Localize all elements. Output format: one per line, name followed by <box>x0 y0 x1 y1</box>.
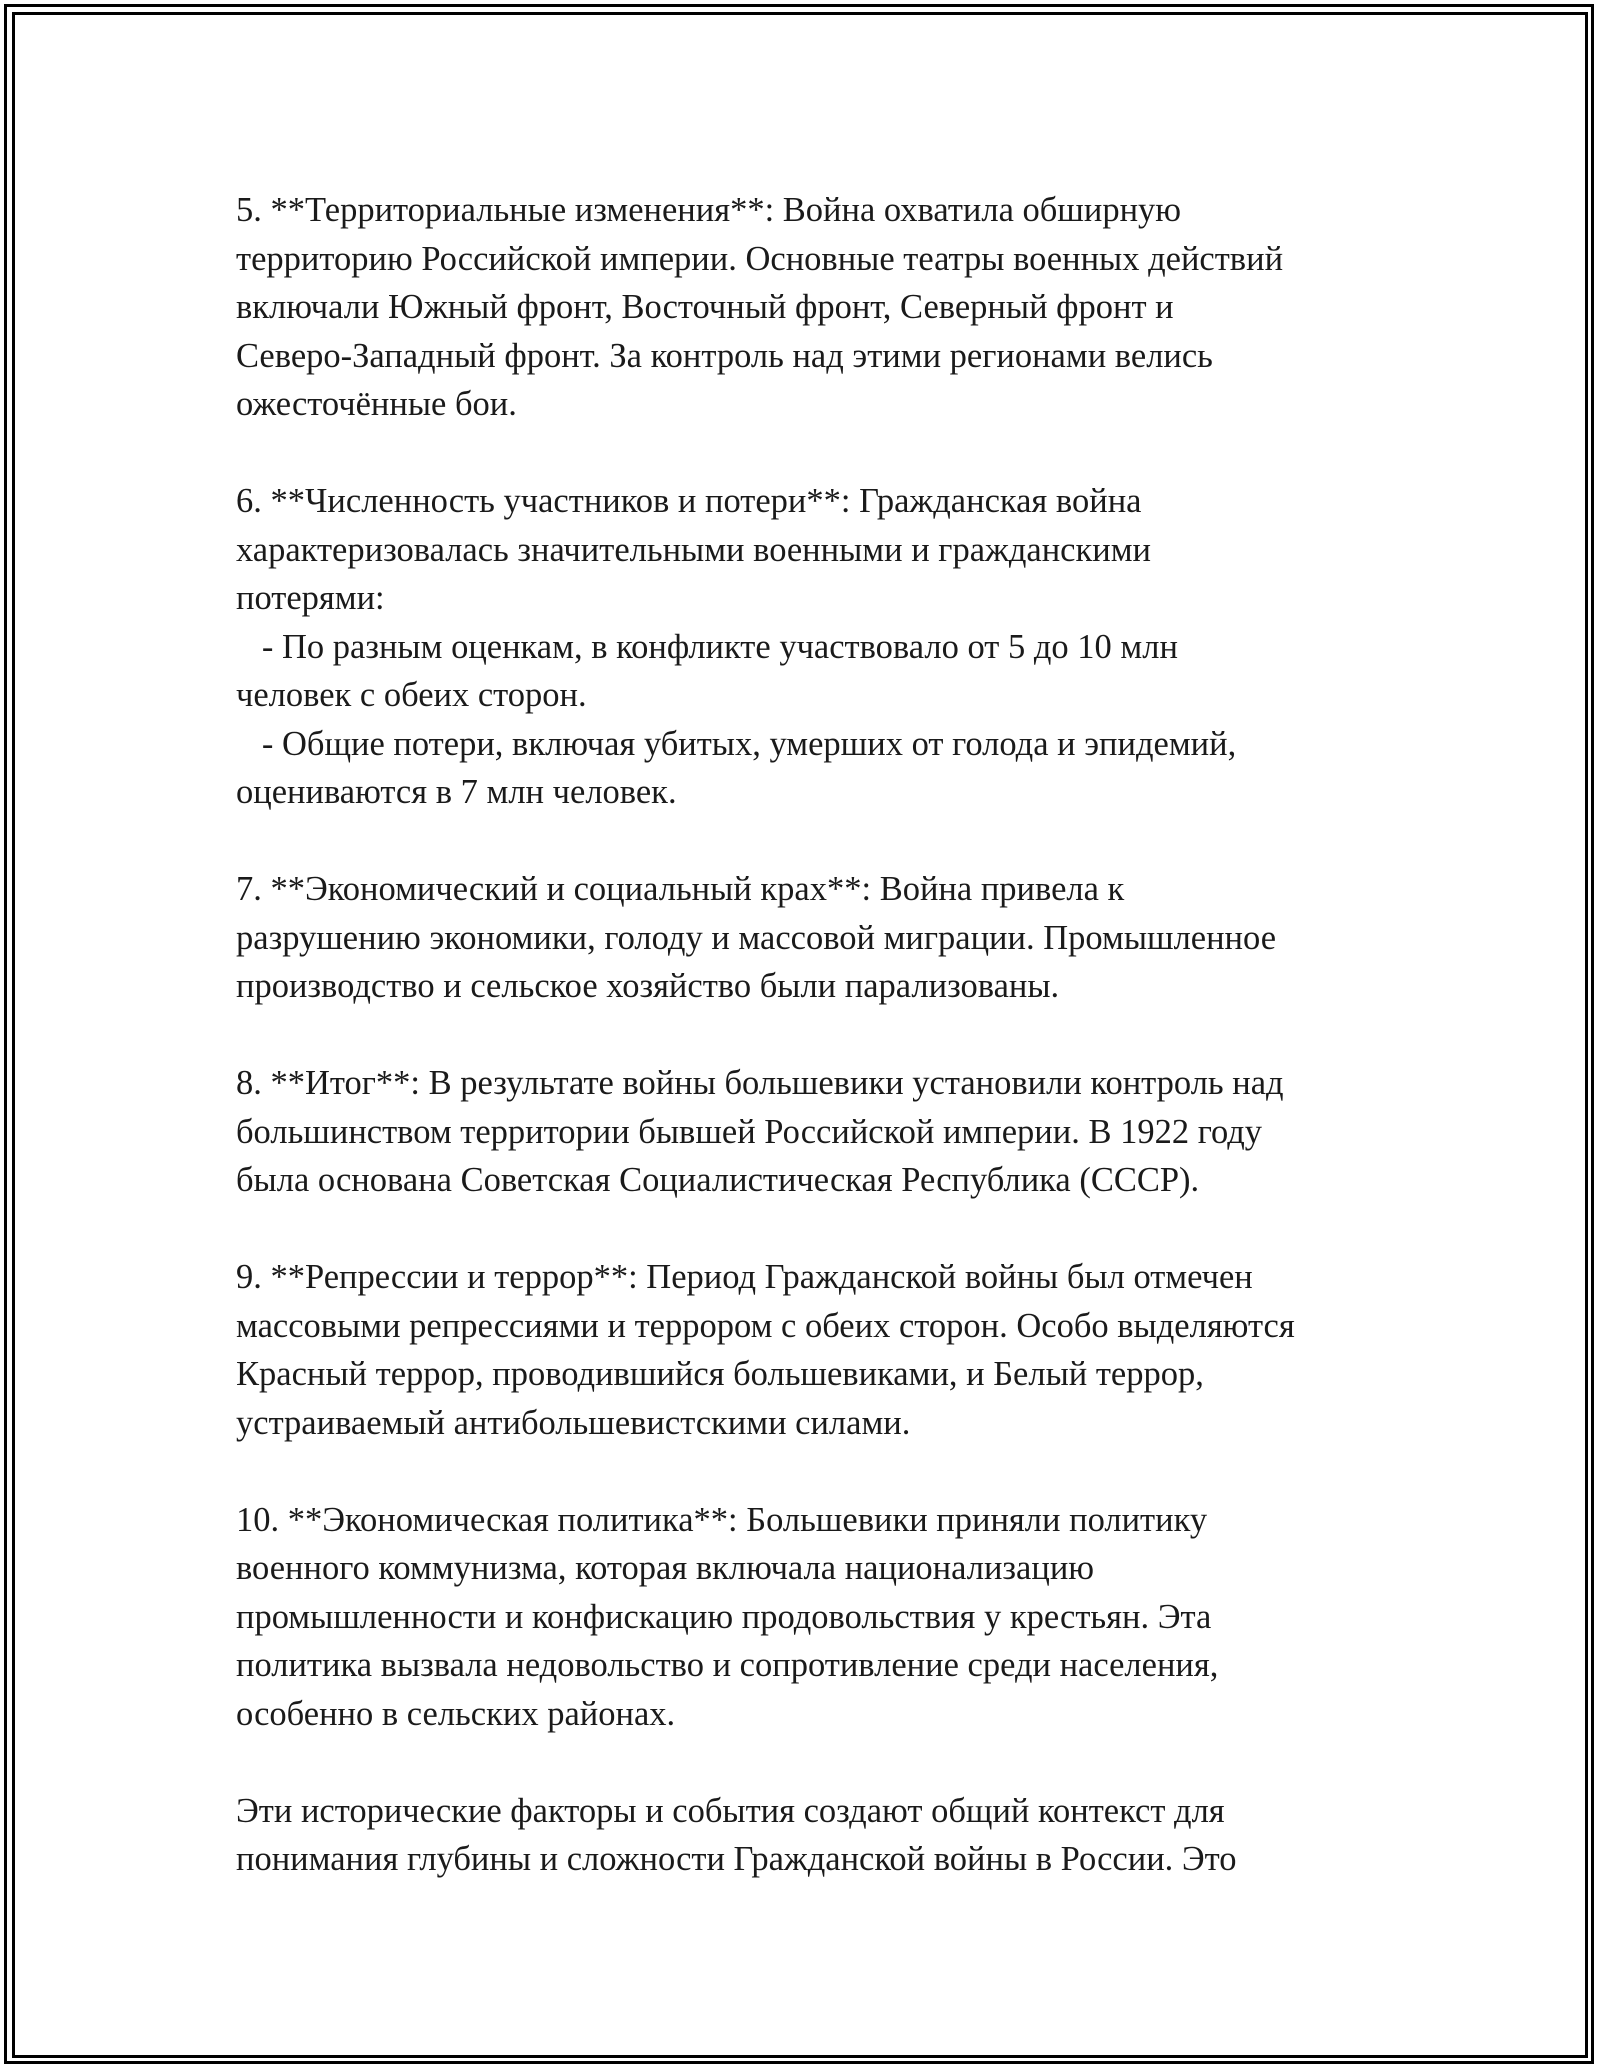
paragraph-line: потерями: <box>236 579 385 617</box>
paragraph-line: Северо-Западный фронт. За контроль над этими регионами велись <box>236 336 1213 375</box>
paragraph-line: Эти исторические факторы и события создают общий контекст для <box>236 1791 1225 1830</box>
paragraph-line: устраиваемый антибольшевистскими силами. <box>236 1403 911 1442</box>
paragraph <box>236 1253 1386 1447</box>
paragraph <box>236 477 1386 817</box>
paragraph-line: политика вызвала недовольство и сопротивление среди населения, <box>236 1646 1219 1684</box>
paragraph-line: Красный террор, проводившийся большевиками, и Белый террор, <box>236 1355 1204 1393</box>
paragraph-line: 8. **Итог**: В результате войны большевики установили контроль над <box>236 1064 1284 1102</box>
paragraph-line: особенно в сельских районах. <box>236 1694 676 1733</box>
paragraph-line: 6. **Численность участников и потери**: Гражданская война <box>236 482 1142 520</box>
paragraph-line: большинством территории бывшей Российской империи. В 1922 году <box>236 1112 1263 1151</box>
paragraph-line: 9. **Репрессии и террор**: Период Гражданской войны был отмечен <box>236 1258 1253 1296</box>
paragraph-line: 10. **Экономическая политика**: Большевики приняли политику <box>236 1500 1208 1539</box>
paragraph-line: характеризовалась значительными военными и гражданскими <box>236 530 1152 569</box>
paragraph <box>236 865 1386 1011</box>
paragraph-line: территорию Российской империи. Основные театры военных действий <box>236 239 1284 278</box>
paragraph-line: 5. **Территориальные изменения**: Война охватила обширную <box>236 191 1182 229</box>
paragraph-line: понимания глубины и сложности Гражданской войны в России. Это <box>236 1840 1237 1878</box>
paragraph <box>236 1787 1386 1884</box>
paragraph-line: массовыми репрессиями и террором с обеих сторон. Особо выделяются <box>236 1306 1295 1345</box>
paragraph <box>236 186 1386 429</box>
paragraph-line: промышленности и конфискацию продовольствия у крестьян. Эта <box>236 1597 1212 1636</box>
paragraph-line: производство и сельское хозяйство были парализованы. <box>236 967 1060 1005</box>
paragraph-line: - Общие потери, включая убитых, умерших от голода и эпидемий, <box>236 724 1237 763</box>
paragraph-line: 7. **Экономический и социальный крах**: Война привела к <box>236 870 1125 908</box>
paragraph-line: разрушению экономики, голоду и массовой миграции. Промышленное <box>236 918 1277 957</box>
paragraph-line: ожесточённые бои. <box>236 385 517 423</box>
paragraph-line: военного коммунизма, которая включала национализацию <box>236 1549 1095 1587</box>
paragraph-line: была основана Советская Социалистическая Республика (СССР). <box>236 1161 1200 1199</box>
paragraph-line: - По разным оценкам, в конфликте участвовало от 5 до 10 млн <box>236 627 1178 666</box>
paragraph-line: оцениваются в 7 млн человек. <box>236 773 677 811</box>
paragraph <box>236 1059 1386 1205</box>
document-page <box>236 186 1386 1932</box>
paragraph <box>236 1496 1386 1739</box>
paragraph-line: включали Южный фронт, Восточный фронт, Северный фронт и <box>236 288 1174 326</box>
paragraph-line: человек с обеих сторон. <box>236 676 587 714</box>
